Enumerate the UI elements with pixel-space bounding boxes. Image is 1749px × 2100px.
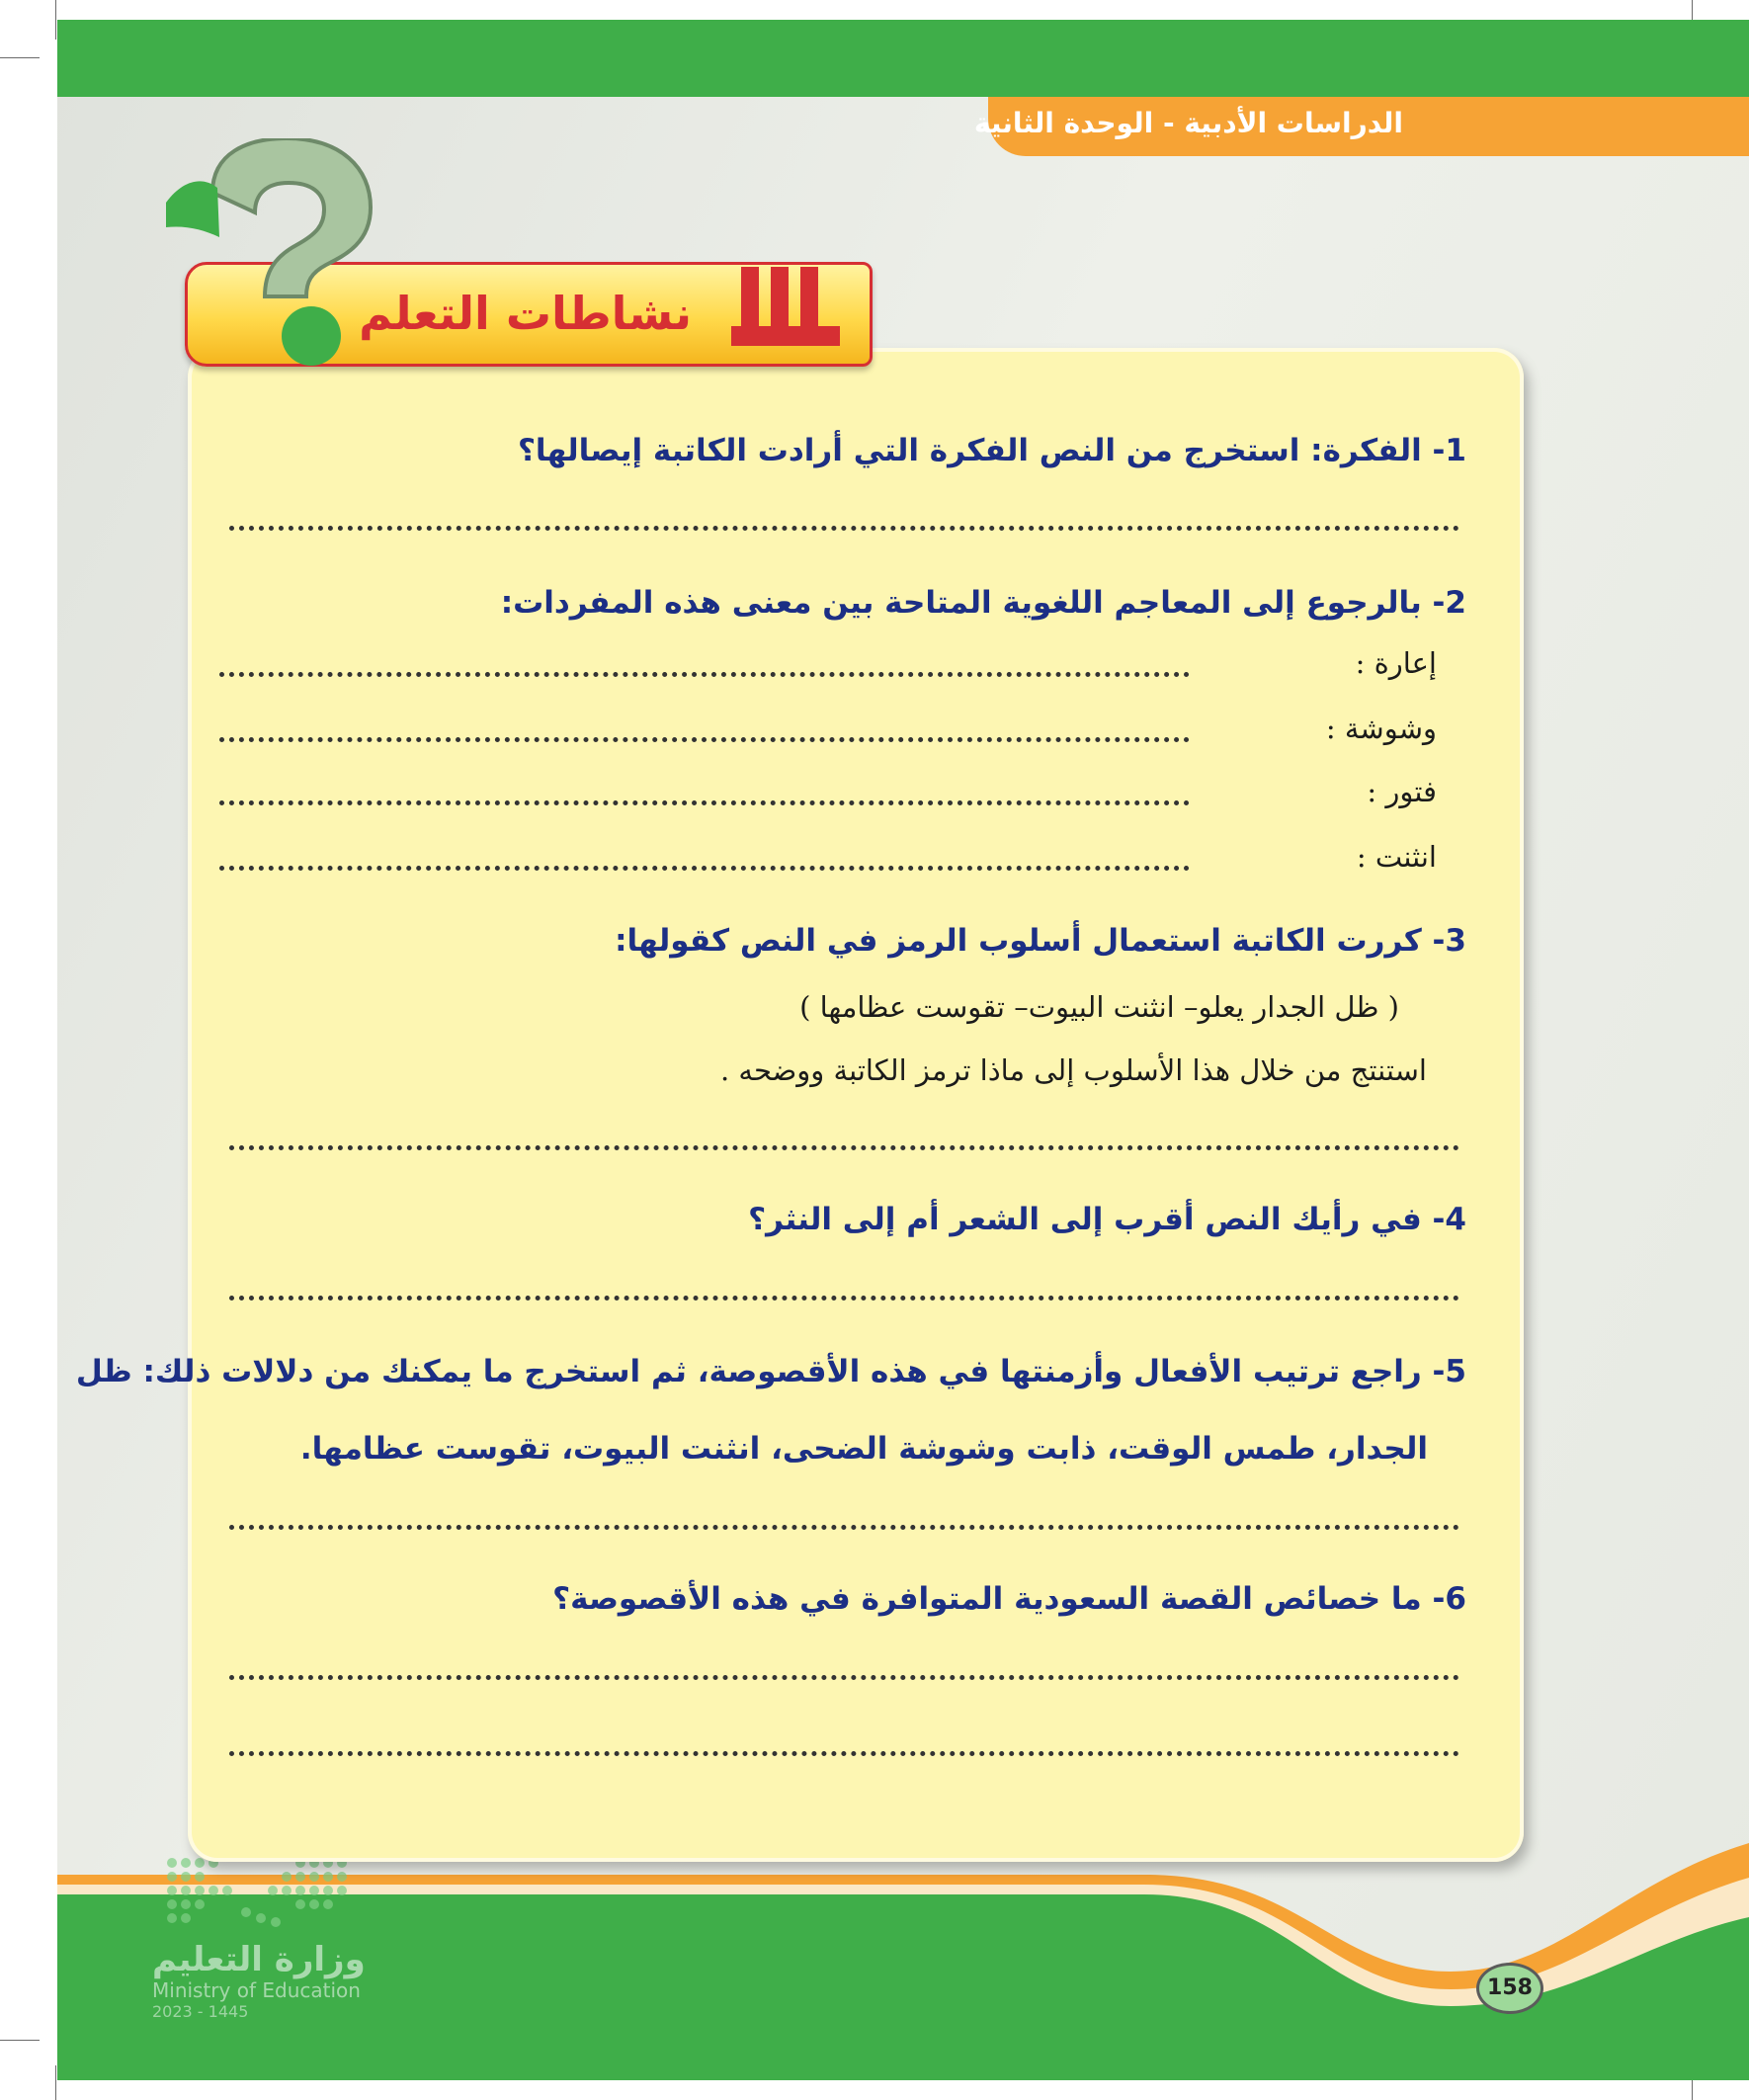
top-green-band xyxy=(57,20,1749,97)
activities-card xyxy=(188,348,1524,1862)
answer-line[interactable] xyxy=(229,1675,1459,1680)
vocab-word: فتور : xyxy=(1367,775,1437,808)
question-6: 6- ما خصائص القصة السعودية المتوافرة في هذه الأقصوصة؟ xyxy=(552,1581,1466,1617)
question-mark-icon xyxy=(128,138,425,376)
question-4: 4- في رأيك النص أقرب إلى الشعر أم إلى النثر؟ xyxy=(748,1202,1466,1237)
section-title: نشاطات التعلم xyxy=(359,287,692,340)
question-1: 1- الفكرة: استخرج من النص الفكرة التي أرادت الكاتبة إيصالها؟ xyxy=(517,433,1466,468)
crop-mark xyxy=(0,57,40,58)
stripes-icon xyxy=(731,267,860,361)
page-number: 158 xyxy=(1476,1963,1543,2014)
logo-english-text: Ministry of Education xyxy=(152,1978,361,2002)
answer-line[interactable] xyxy=(229,1296,1459,1301)
vocab-word: إعارة : xyxy=(1355,646,1437,680)
logo-arabic-text: وزارة التعليم xyxy=(152,1940,366,1979)
vocab-word: انثنت : xyxy=(1356,840,1437,874)
symbol-quote: ( ظل الجدار يعلو– انثنت البيوت– تقوست عظامها ) xyxy=(799,990,1399,1024)
answer-line[interactable] xyxy=(219,866,1190,871)
unit-header-strip xyxy=(973,97,1749,156)
answer-line[interactable] xyxy=(219,800,1190,805)
question-3-instruction: استنتج من خلال هذا الأسلوب إلى ماذا ترمز الكاتبة ووضحه . xyxy=(719,1053,1427,1087)
question-5-line-2: الجدار، طمس الوقت، ذابت وشوشة الضحى، انثنت البيوت، تقوست عظامها. xyxy=(299,1431,1428,1467)
unit-title: الدراسات الأدبية - الوحدة الثانية xyxy=(973,107,1403,139)
question-2: 2- بالرجوع إلى المعاجم اللغوية المتاحة بين معنى هذه المفردات: xyxy=(500,585,1466,621)
logo-year-text: 2023 - 1445 xyxy=(152,2002,249,2021)
question-3: 3- كررت الكاتبة استعمال أسلوب الرمز في النص كقولها: xyxy=(615,923,1466,959)
answer-line[interactable] xyxy=(229,1145,1459,1150)
crop-mark xyxy=(55,0,56,40)
crop-mark xyxy=(55,2065,56,2100)
answer-line[interactable] xyxy=(229,526,1459,531)
answer-line[interactable] xyxy=(219,672,1190,677)
section-title-badge xyxy=(128,138,919,435)
answer-line[interactable] xyxy=(219,737,1190,742)
answer-line[interactable] xyxy=(229,1751,1459,1756)
crop-mark xyxy=(0,2040,40,2041)
vocab-word: وشوشة : xyxy=(1325,712,1437,745)
question-5-line-1: 5- راجع ترتيب الأفعال وأزمنتها في هذه الأقصوصة، ثم استخرج ما يمكنك من دلالات ذلك: ظل xyxy=(75,1354,1466,1389)
answer-line[interactable] xyxy=(229,1525,1459,1530)
